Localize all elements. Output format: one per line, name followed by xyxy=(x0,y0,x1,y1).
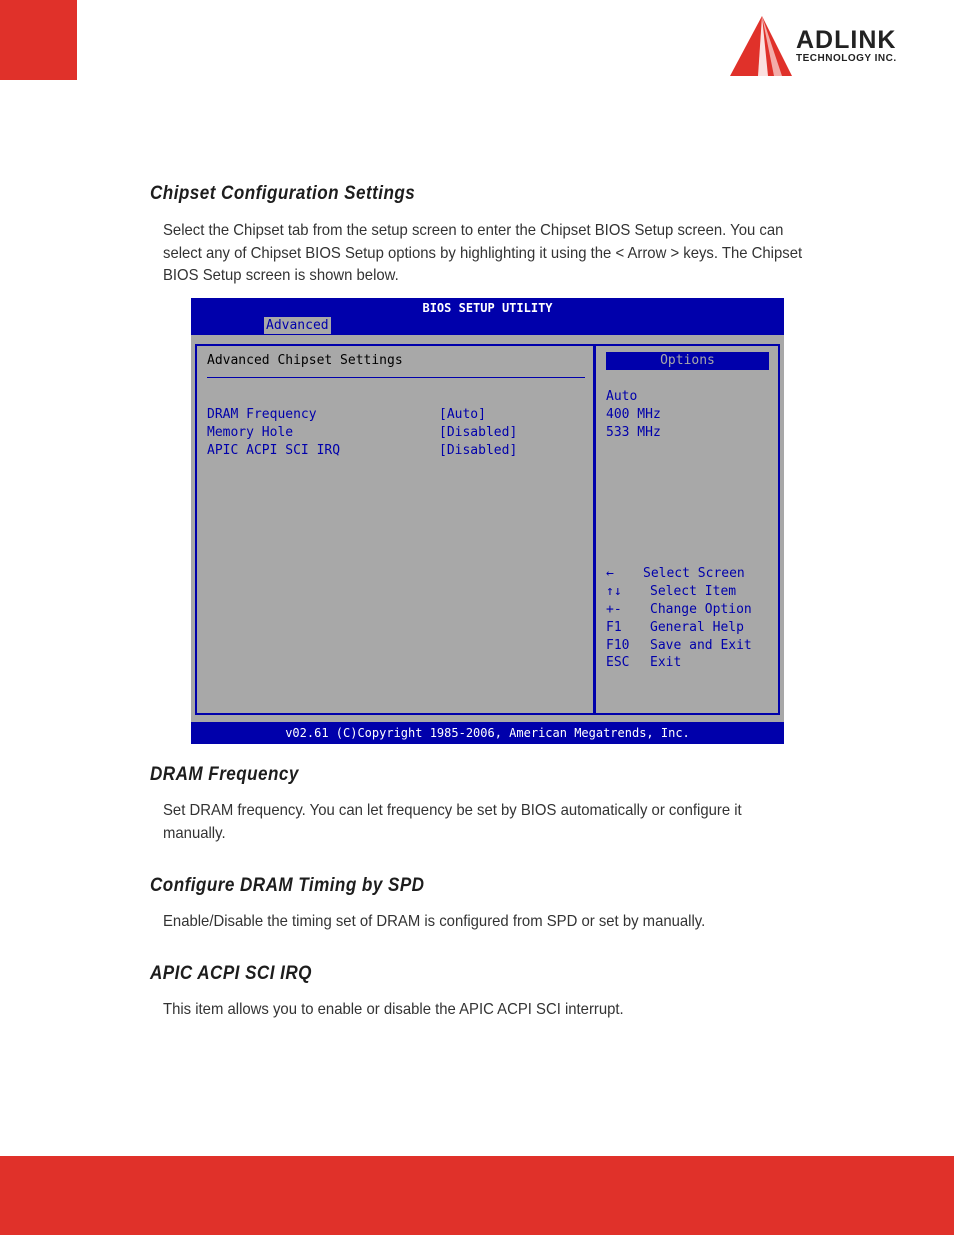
bios-key-general-help xyxy=(606,619,776,637)
bios-item-value: [Auto] xyxy=(439,407,486,422)
bios-divider xyxy=(207,377,585,378)
bios-options-header: Options xyxy=(606,352,769,370)
bios-item-dram-frequency[interactable] xyxy=(207,406,587,424)
heading-configure-dram-timing: Configure DRAM Timing by SPD xyxy=(150,875,425,896)
bios-key-change-option xyxy=(606,601,776,619)
bios-key-f1: F1 xyxy=(606,620,622,635)
heading-dram-frequency: DRAM Frequency xyxy=(150,764,299,785)
corner-red-block xyxy=(0,0,77,80)
logo-wordmark: ADLINK xyxy=(796,26,897,54)
bios-item-label: Memory Hole xyxy=(207,425,294,440)
bios-key-desc: Select Item xyxy=(650,584,737,599)
logo-triangle-icon xyxy=(728,16,792,78)
bios-help-panel xyxy=(594,344,780,715)
bios-body xyxy=(191,335,784,722)
bios-item-label: APIC ACPI SCI IRQ xyxy=(207,443,341,458)
bios-settings-panel xyxy=(195,344,595,715)
logo-tagline: TECHNOLOGY INC. xyxy=(796,53,897,64)
bios-item-label: DRAM Frequency xyxy=(207,407,317,422)
bios-item-memory-hole[interactable] xyxy=(207,424,587,442)
bios-option-400mhz[interactable]: 400 MHz xyxy=(606,407,661,422)
adlink-logo xyxy=(728,16,928,78)
bios-key-desc: Change Option xyxy=(650,602,752,617)
heading-apic-acpi-sci-irq: APIC ACPI SCI IRQ xyxy=(150,963,312,984)
bios-key-select-item xyxy=(606,583,776,601)
bios-option-auto[interactable]: Auto xyxy=(606,389,638,404)
bios-key-select-screen xyxy=(606,565,776,583)
bios-tab-bar xyxy=(191,316,784,335)
footer-band xyxy=(0,1156,954,1235)
bios-item-apic-acpi-sci-irq[interactable] xyxy=(207,442,587,460)
bios-key-save-exit xyxy=(606,637,776,655)
left-arrow-icon: ← xyxy=(606,566,614,581)
bios-key-desc: Select Screen xyxy=(643,566,745,581)
bios-key-plus-minus: +- xyxy=(606,602,622,617)
bios-key-desc: General Help xyxy=(650,620,744,635)
paragraph-apic-acpi-sci-irq: This item allows you to enable or disable the APIC ACPI SCI interrupt. xyxy=(163,1001,624,1018)
bios-title: BIOS SETUP UTILITY xyxy=(422,301,553,315)
heading-chipset-configuration: Chipset Configuration Settings xyxy=(150,183,416,204)
bios-key-exit xyxy=(606,654,776,672)
up-down-arrow-icon: ↑↓ xyxy=(606,584,622,599)
bios-copyright: v02.61 (C)Copyright 1985-2006, American Megatrends, Inc. xyxy=(285,726,690,740)
bios-section-title: Advanced Chipset Settings xyxy=(207,353,403,368)
paragraph-chipset-configuration: Select the Chipset tab from the setup screen to enter the Chipset BIOS Setup screen. You can select any of Chipset BIOS Setup options by highlighting it using the < Arrow > keys. The Chipset BIOS Setup screen is shown below. xyxy=(163,222,803,284)
tab-advanced[interactable]: Advanced xyxy=(266,318,329,333)
bios-key-desc: Save and Exit xyxy=(650,638,752,653)
paragraph-dram-frequency: Set DRAM frequency. You can let frequency be set by BIOS automatically or configure it manually. xyxy=(163,802,742,842)
paragraph-configure-dram-timing: Enable/Disable the timing set of DRAM is configured from SPD or set by manually. xyxy=(163,913,706,930)
bios-option-533mhz[interactable]: 533 MHz xyxy=(606,425,661,440)
bios-item-value: [Disabled] xyxy=(439,425,518,440)
bios-key-esc: ESC xyxy=(606,655,630,670)
bios-setup-screen xyxy=(191,298,784,744)
bios-key-f10: F10 xyxy=(606,638,630,653)
bios-item-value: [Disabled] xyxy=(439,443,518,458)
bios-key-desc: Exit xyxy=(650,655,682,670)
